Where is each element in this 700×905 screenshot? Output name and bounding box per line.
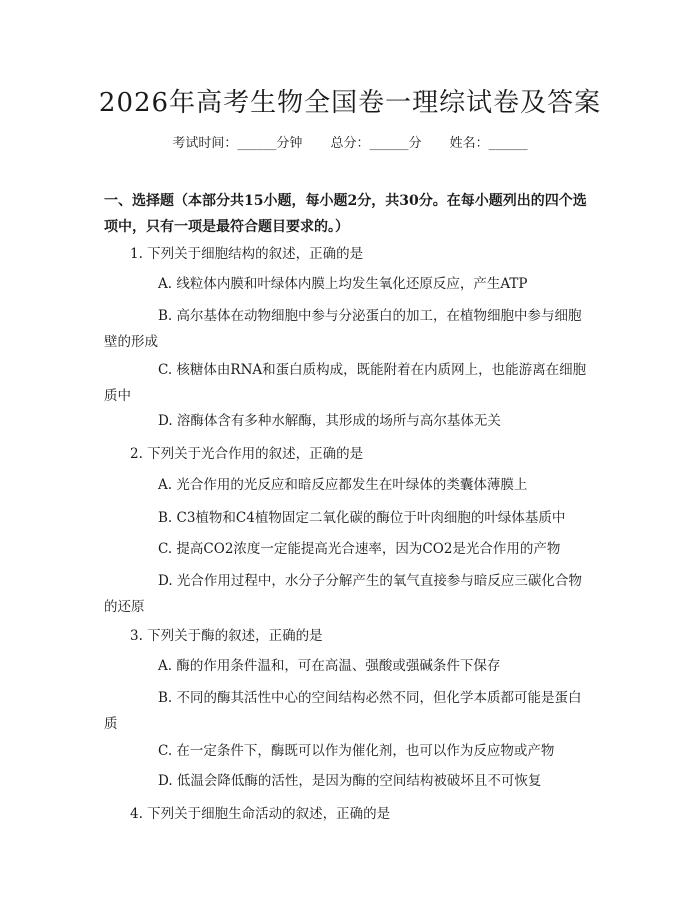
question-stem: 3. 下列关于酶的叙述，正确的是 bbox=[130, 628, 323, 644]
question-option: C. 在一定条件下，酶既可以作为催化剂，也可以作为反应物或产物 bbox=[158, 743, 555, 759]
exam-time: 考试时间：______分钟 bbox=[172, 136, 303, 151]
question-option: A. 酶的作用条件温和，可在高温、强酸或强碱条件下保存 bbox=[158, 658, 501, 674]
question-option: B. 高尔基体在动物细胞中参与分泌蛋白的加工，在植物细胞中参与细胞壁的形成 bbox=[104, 308, 582, 350]
exam-meta bbox=[0, 132, 700, 151]
section-heading: 一、选择题（本部分共15小题，每小题2分，共30分。在每小题列出的四个选项中，只有一项是最符合题目要求的。） bbox=[104, 193, 587, 235]
question-option: B. C3植物和C4植物固定二氧化碳的酶位于叶肉细胞的叶绿体基质中 bbox=[158, 510, 566, 526]
page-title: 2026年高考生物全国卷一理综试卷及答案 bbox=[98, 88, 602, 118]
exam-total-score: 总分：______分 bbox=[330, 136, 422, 151]
question-option: C. 提高CO2浓度一定能提高光合速率，因为CO2是光合作用的产物 bbox=[158, 541, 561, 557]
question-option: C. 核糖体由RNA和蛋白质构成，既能附着在内质网上，也能游离在细胞质中 bbox=[104, 362, 587, 404]
question-option: B. 不同的酶其活性中心的空间结构必然不同，但化学本质都可能是蛋白质 bbox=[104, 690, 582, 732]
student-name: 姓名：______ bbox=[449, 136, 528, 151]
question-option: A. 光合作用的光反应和暗反应都发生在叶绿体的类囊体薄膜上 bbox=[158, 477, 528, 493]
question-option: D. 低温会降低酶的活性，是因为酶的空间结构被破坏且不可恢复 bbox=[158, 773, 542, 789]
question-stem: 2. 下列关于光合作用的叙述，正确的是 bbox=[130, 446, 364, 462]
question-stem: 1. 下列关于细胞结构的叙述，正确的是 bbox=[130, 246, 364, 262]
question-stem: 4. 下列关于细胞生命活动的叙述，正确的是 bbox=[130, 806, 391, 822]
question-option: A. 线粒体内膜和叶绿体内膜上均发生氧化还原反应，产生ATP bbox=[158, 276, 528, 292]
question-option: D. 光合作用过程中，水分子分解产生的氧气直接参与暗反应三碳化合物的还原 bbox=[104, 573, 582, 615]
question-option: D. 溶酶体含有多种水解酶，其形成的场所与高尔基体无关 bbox=[158, 413, 501, 429]
